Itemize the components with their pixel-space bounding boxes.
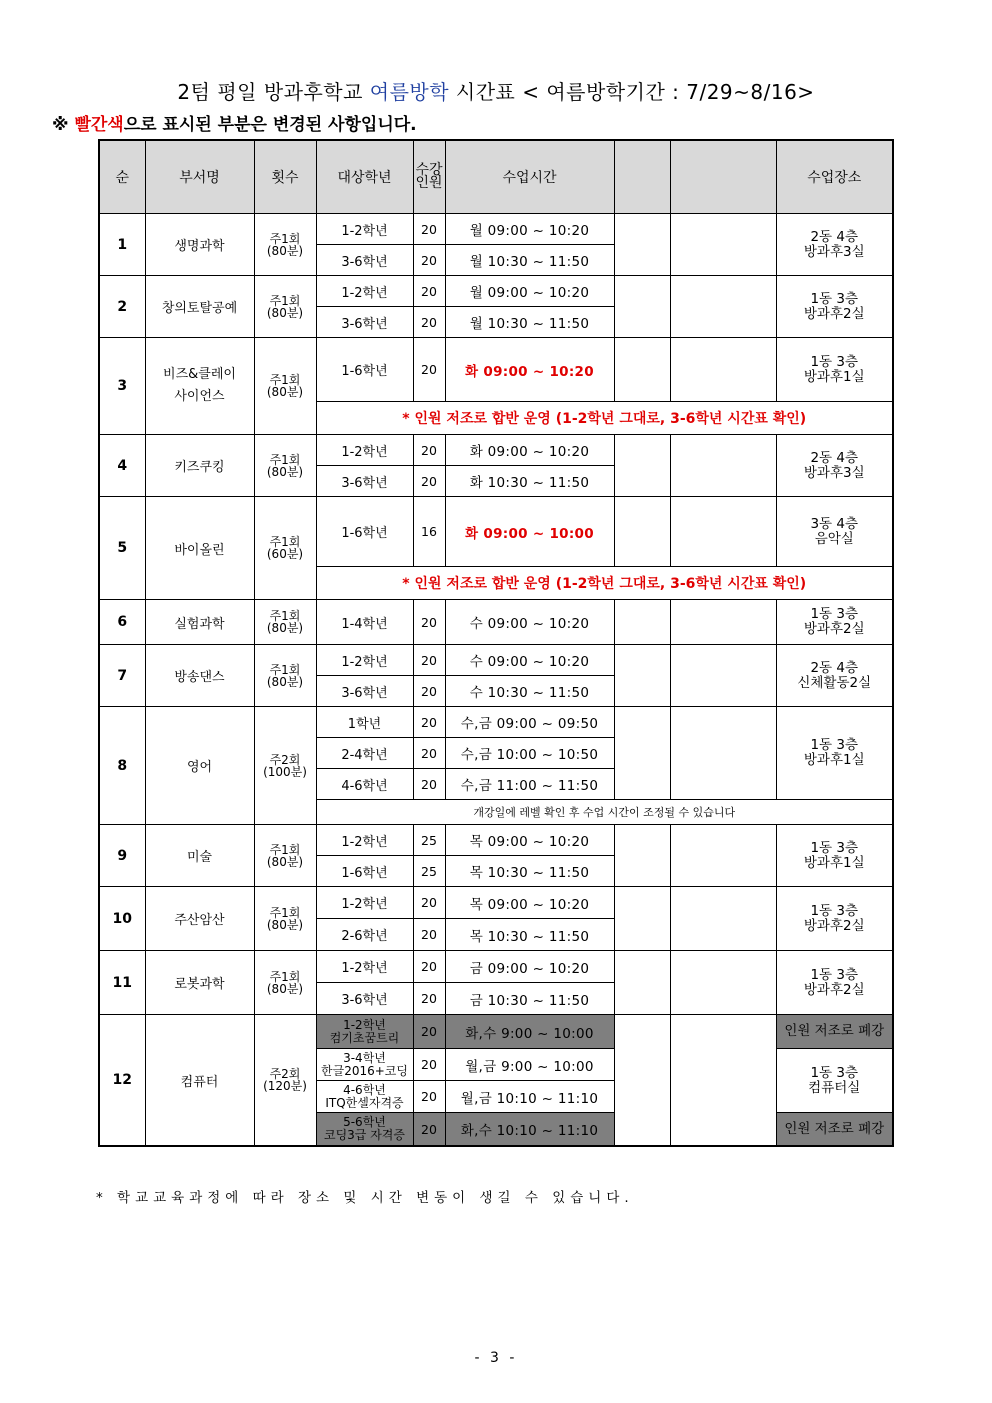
dept-name: 방송댄스 [145, 645, 254, 707]
place: 1동 3층 방과후2실 [776, 600, 893, 645]
table-row [99, 338, 893, 402]
frequency: 주1회 (80분) [254, 214, 316, 276]
quota: 20 [413, 338, 445, 402]
blank-cell [670, 645, 776, 707]
grade: 1-2학년 [316, 825, 413, 856]
table-row [99, 887, 893, 919]
change-note [52, 110, 417, 135]
quota: 20 [413, 951, 445, 983]
class-time: 수 09:00 ~ 10:20 [445, 600, 614, 645]
place: 1동 3층 방과후1실 [776, 707, 893, 800]
grade-closed: 1-2학년 컴기초꿈트리 [316, 1015, 413, 1049]
merge-notice: * 인원 저조로 합반 운영 (1-2학년 그대로, 3-6학년 시간표 확인) [316, 402, 893, 435]
dept-name: 영어 [145, 707, 254, 825]
quota: 20 [413, 307, 445, 338]
row-number: 11 [99, 951, 145, 1015]
frequency: 주1회 (80분) [254, 600, 316, 645]
class-time: 수,금 11:00 ~ 11:50 [445, 769, 614, 800]
quota: 20 [413, 245, 445, 276]
place: 3동 4층 음악실 [776, 497, 893, 567]
header-blank-2 [670, 140, 776, 214]
frequency: 주1회 (80분) [254, 338, 316, 435]
page-number: - 3 - [474, 1350, 518, 1366]
dept-name: 실험과학 [145, 600, 254, 645]
blank-cell [614, 707, 670, 800]
place: 1동 3층 방과후2실 [776, 276, 893, 338]
blank-cell [670, 338, 776, 402]
blank-cell [670, 1015, 776, 1147]
header-quota [413, 140, 445, 214]
grade: 2-4학년 [316, 738, 413, 769]
row-number: 5 [99, 497, 145, 600]
quota: 20 [413, 276, 445, 307]
class-time: 월 09:00 ~ 10:20 [445, 276, 614, 307]
blank-cell [670, 276, 776, 338]
blank-cell [614, 435, 670, 497]
quota: 20 [413, 435, 445, 466]
table-row [99, 600, 893, 645]
place: 1동 3층 컴퓨터실 [776, 1049, 893, 1113]
place: 1동 3층 방과후2실 [776, 951, 893, 1015]
grade: 3-6학년 [316, 245, 413, 276]
quota: 20 [413, 919, 445, 951]
header-freq: 횟수 [254, 140, 316, 214]
row-number: 9 [99, 825, 145, 887]
class-time: 수 09:00 ~ 10:20 [445, 645, 614, 676]
blank-cell [614, 825, 670, 887]
quota: 25 [413, 856, 445, 887]
place-closed: 인원 저조로 폐강 [776, 1113, 893, 1147]
place: 2동 4층 방과후3실 [776, 214, 893, 276]
quota-closed: 20 [413, 1113, 445, 1147]
table-row [99, 214, 893, 245]
class-time: 월,금 9:00 ~ 10:00 [445, 1049, 614, 1081]
header-blank-1 [614, 140, 670, 214]
grade: 1-6학년 [316, 338, 413, 402]
class-time: 월 10:30 ~ 11:50 [445, 307, 614, 338]
quota: 20 [413, 676, 445, 707]
quota: 16 [413, 497, 445, 567]
grade: 2-6학년 [316, 919, 413, 951]
class-time: 화 09:00 ~ 10:20 [445, 435, 614, 466]
blank-cell [614, 887, 670, 951]
dept-name: 로봇과학 [145, 951, 254, 1015]
quota: 20 [413, 983, 445, 1015]
blank-cell [670, 825, 776, 887]
place: 1동 3층 방과후1실 [776, 338, 893, 402]
dept-name: 바이올린 [145, 497, 254, 600]
class-time: 금 09:00 ~ 10:20 [445, 951, 614, 983]
grade: 1-2학년 [316, 276, 413, 307]
title-prefix: 2텀 평일 방과후학교 [177, 80, 370, 104]
quota: 20 [413, 1049, 445, 1081]
quota: 20 [413, 707, 445, 738]
frequency: 주1회 (80분) [254, 887, 316, 951]
table-row [99, 825, 893, 856]
grade: 1-2학년 [316, 214, 413, 245]
header-quota-bottom: 인원 [415, 175, 443, 191]
header-time: 수업시간 [445, 140, 614, 214]
quota: 20 [413, 600, 445, 645]
blank-cell [670, 707, 776, 800]
grade-closed: 5-6학년 코딩3급 자격증 [316, 1113, 413, 1147]
table-row [99, 497, 893, 567]
title-suffix: 시간표 < 여름방학기간 : 7/29~8/16> [449, 80, 815, 104]
footnote: * 학교교육과정에 따라 장소 및 시간 변동이 생길 수 있습니다. [96, 1190, 634, 1206]
header-no: 순 [99, 140, 145, 214]
table-row [99, 645, 893, 676]
quota: 20 [413, 466, 445, 497]
class-time: 목 09:00 ~ 10:20 [445, 825, 614, 856]
note-mark: ※ [52, 115, 75, 135]
blank-cell [670, 951, 776, 1015]
grade: 1-6학년 [316, 497, 413, 567]
class-time: 수 10:30 ~ 11:50 [445, 676, 614, 707]
dept-name: 컴퓨터 [145, 1015, 254, 1147]
blank-cell [670, 435, 776, 497]
dept-name: 주산암산 [145, 887, 254, 951]
class-time-changed: 화 09:00 ~ 10:00 [445, 497, 614, 567]
quota: 20 [413, 1081, 445, 1113]
place: 1동 3층 방과후2실 [776, 887, 893, 951]
dept-name: 미술 [145, 825, 254, 887]
place-closed: 인원 저조로 폐강 [776, 1015, 893, 1049]
grade: 3-6학년 [316, 307, 413, 338]
class-time: 목 10:30 ~ 11:50 [445, 856, 614, 887]
grade: 3-4학년 한글2016+코딩 [316, 1049, 413, 1081]
frequency: 주2회 (100분) [254, 707, 316, 825]
place: 1동 3층 방과후1실 [776, 825, 893, 887]
title-highlight: 여름방학 [369, 80, 450, 104]
page-title [0, 76, 992, 105]
table-row [99, 707, 893, 738]
class-time: 월 10:30 ~ 11:50 [445, 245, 614, 276]
row-number: 12 [99, 1015, 145, 1147]
blank-cell [614, 338, 670, 402]
header-row [99, 140, 893, 214]
dept-name: 비즈&클레이 사이언스 [145, 338, 254, 435]
grade: 1학년 [316, 707, 413, 738]
row-number: 1 [99, 214, 145, 276]
merge-notice: * 인원 저조로 합반 운영 (1-2학년 그대로, 3-6학년 시간표 확인) [316, 567, 893, 600]
quota: 25 [413, 825, 445, 856]
class-time: 월,금 10:10 ~ 11:10 [445, 1081, 614, 1113]
blank-cell [614, 497, 670, 567]
header-quota-top: 수강 [415, 162, 443, 178]
class-time: 목 10:30 ~ 11:50 [445, 919, 614, 951]
table-row [99, 951, 893, 983]
header-dept: 부서명 [145, 140, 254, 214]
level-remark: 개강일에 레벨 확인 후 수업 시간이 조정될 수 있습니다 [316, 800, 893, 825]
class-time-changed: 화 09:00 ~ 10:20 [445, 338, 614, 402]
class-time: 금 10:30 ~ 11:50 [445, 983, 614, 1015]
table-row [99, 1015, 893, 1049]
row-number: 8 [99, 707, 145, 825]
class-time: 목 09:00 ~ 10:20 [445, 887, 614, 919]
frequency: 주1회 (80분) [254, 435, 316, 497]
frequency: 주1회 (80분) [254, 276, 316, 338]
grade: 4-6학년 ITQ한셀자격증 [316, 1081, 413, 1113]
quota: 20 [413, 769, 445, 800]
grade: 1-2학년 [316, 887, 413, 919]
note-red-word: 빨간색 [74, 115, 124, 135]
blank-cell [670, 497, 776, 567]
class-time: 수,금 10:00 ~ 10:50 [445, 738, 614, 769]
grade: 1-2학년 [316, 645, 413, 676]
row-number: 7 [99, 645, 145, 707]
grade: 1-2학년 [316, 951, 413, 983]
class-time: 화 10:30 ~ 11:50 [445, 466, 614, 497]
dept-name: 키즈쿠킹 [145, 435, 254, 497]
dept-name: 창의토탈공예 [145, 276, 254, 338]
blank-cell [614, 951, 670, 1015]
frequency: 주1회 (80분) [254, 825, 316, 887]
blank-cell [670, 887, 776, 951]
table-row [99, 276, 893, 307]
grade: 4-6학년 [316, 769, 413, 800]
class-time-closed: 화,수 10:10 ~ 11:10 [445, 1113, 614, 1147]
note-text: 으로 표시된 부분은 변경된 사항입니다. [123, 115, 417, 135]
class-time: 수,금 09:00 ~ 09:50 [445, 707, 614, 738]
row-number: 2 [99, 276, 145, 338]
dept-name: 생명과학 [145, 214, 254, 276]
grade: 1-6학년 [316, 856, 413, 887]
row-number: 6 [99, 600, 145, 645]
place: 2동 4층 신체활동2실 [776, 645, 893, 707]
blank-cell [614, 276, 670, 338]
row-number: 3 [99, 338, 145, 435]
row-number: 10 [99, 887, 145, 951]
header-grade: 대상학년 [316, 140, 413, 214]
quota: 20 [413, 887, 445, 919]
frequency: 주1회 (60분) [254, 497, 316, 600]
place: 2동 4층 방과후3실 [776, 435, 893, 497]
class-time-closed: 화,수 9:00 ~ 10:00 [445, 1015, 614, 1049]
blank-cell [614, 1015, 670, 1147]
grade: 1-4학년 [316, 600, 413, 645]
table-row [99, 435, 893, 466]
quota: 20 [413, 645, 445, 676]
frequency: 주1회 (80분) [254, 645, 316, 707]
grade: 1-2학년 [316, 435, 413, 466]
grade: 3-6학년 [316, 983, 413, 1015]
blank-cell [670, 600, 776, 645]
blank-cell [614, 645, 670, 707]
grade: 3-6학년 [316, 676, 413, 707]
class-time: 월 09:00 ~ 10:20 [445, 214, 614, 245]
quota: 20 [413, 214, 445, 245]
blank-cell [614, 600, 670, 645]
row-number: 4 [99, 435, 145, 497]
frequency: 주1회 (80분) [254, 951, 316, 1015]
blank-cell [614, 214, 670, 276]
header-place: 수업장소 [776, 140, 893, 214]
schedule-table [98, 139, 894, 1147]
quota: 20 [413, 738, 445, 769]
frequency: 주2회 (120분) [254, 1015, 316, 1147]
blank-cell [670, 214, 776, 276]
quota-closed: 20 [413, 1015, 445, 1049]
grade: 3-6학년 [316, 466, 413, 497]
